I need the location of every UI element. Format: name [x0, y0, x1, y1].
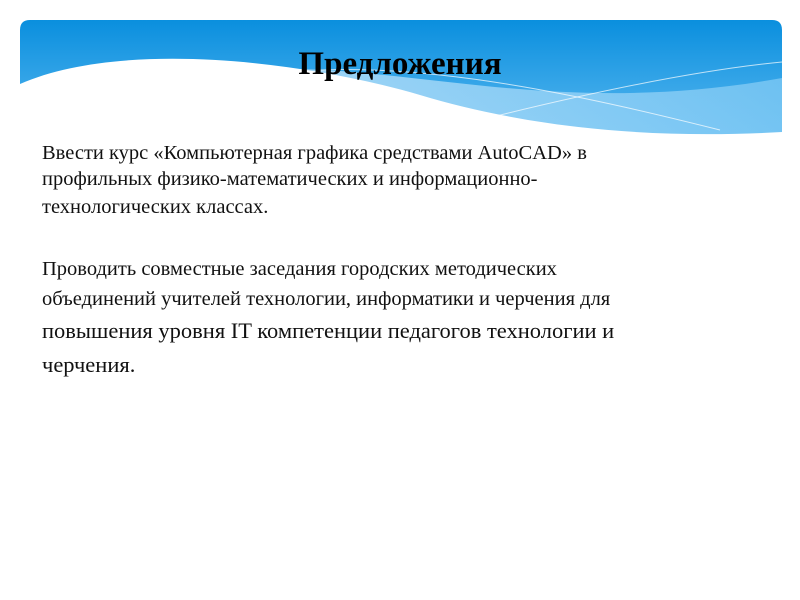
text-line: технологических классах.	[42, 196, 269, 218]
text-line: профильных физико-математических и информационно-	[42, 168, 538, 190]
slide-title: Предложения	[298, 46, 502, 82]
text-line: Ввести курс «Компьютерная графика средствами AutoCAD» в	[42, 142, 587, 164]
text-line: черчения.	[42, 352, 136, 377]
text-line: Проводить совместные заседания городских методических	[42, 258, 557, 280]
text-line: повышения уровня IT компетенции педагогов технологии и	[42, 318, 615, 343]
text-line: объединений учителей технологии, информатики и черчения для	[42, 288, 611, 310]
